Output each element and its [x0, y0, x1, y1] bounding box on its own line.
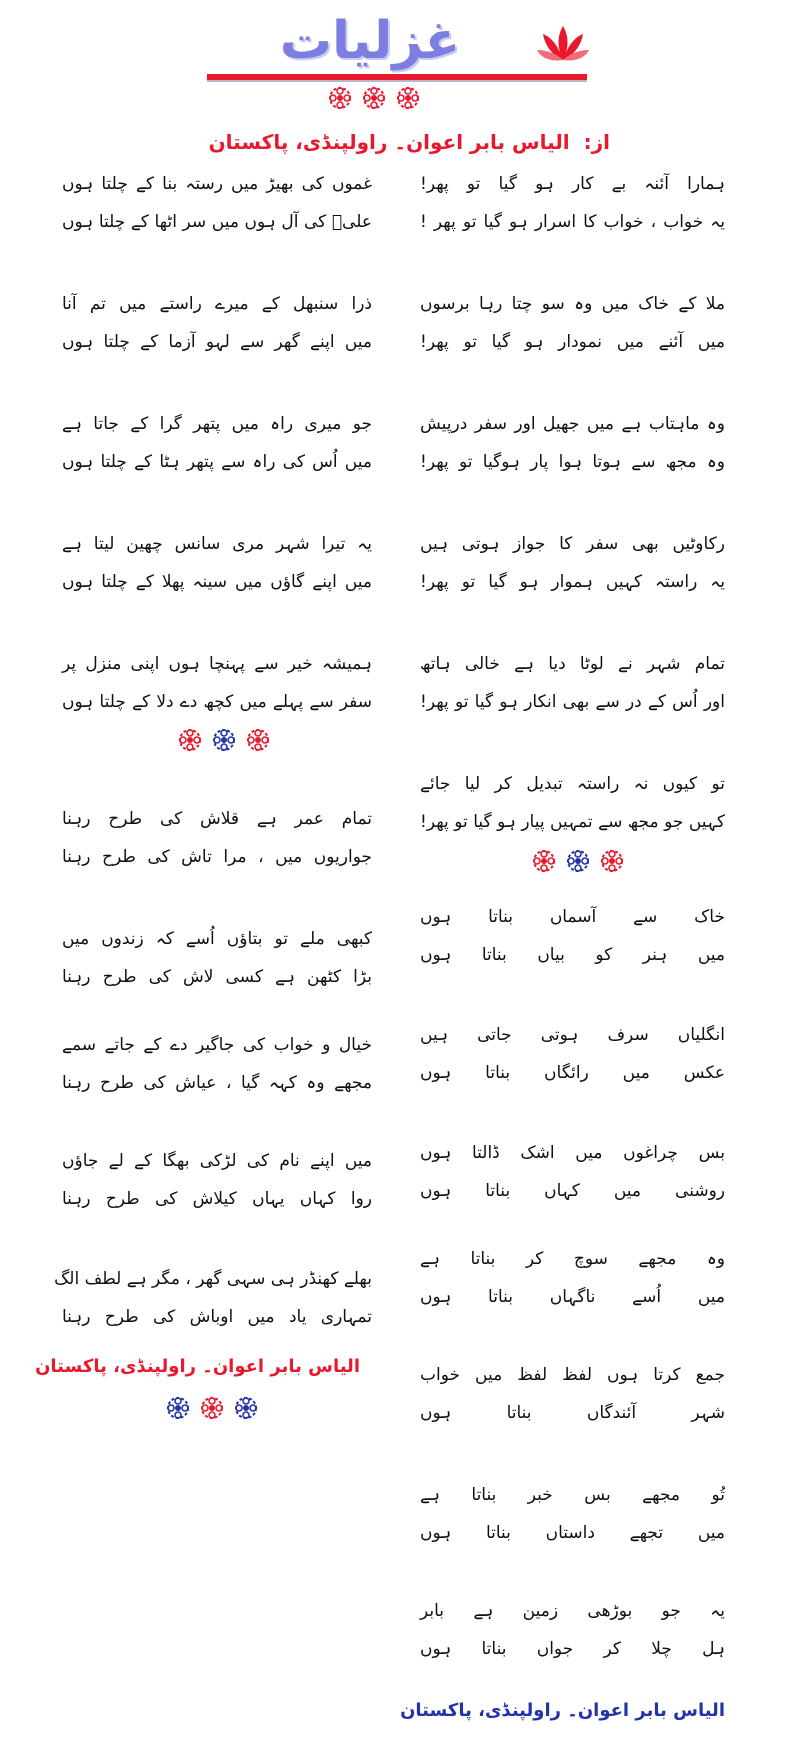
title-banner: [205, 8, 595, 84]
verse-line: [420, 1134, 725, 1172]
couplet: [420, 898, 725, 974]
verse-word: اشک: [520, 1143, 555, 1163]
verse-word: ہے: [420, 1249, 440, 1269]
verse-word: بس: [584, 1485, 611, 1505]
verse-word: کو: [595, 945, 613, 965]
verse-line: [420, 1172, 725, 1210]
verse-word: بوڑھی: [587, 1601, 633, 1621]
verse-line: روا کہاں یہاں کیلاش کی طرح رہنا: [62, 1189, 372, 1209]
verse-word: ناگہاں: [549, 1287, 596, 1307]
verse-word: کرتا: [653, 1365, 681, 1385]
verse-word: خبر: [527, 1485, 553, 1505]
verse-line: تمام عمر ہے قلاش کی طرح رہنا: [62, 809, 372, 829]
verse-word: میں: [475, 1365, 503, 1385]
verse-line: میں اپنے نام کی لڑکی بھگا کے لے جاؤں: [62, 1151, 372, 1171]
verse-line: ہمیشہ خیر سے پہنچا ہوں اپنی منزل پر: [62, 654, 372, 674]
couplet: [62, 165, 372, 241]
couplet: [420, 285, 725, 361]
verse-line: [420, 1054, 725, 1092]
verse-word: بناتا: [471, 1485, 497, 1505]
verse-line: ہمارا آئنہ بے کار ہو گیا تو پھر!: [420, 174, 725, 194]
verse-line: اور اُس کے در سے بھی انکار ہو گیا تو پھر!: [420, 692, 725, 712]
byline-name: الیاس بابر اعوان۔ راولپنڈی، پاکستان: [208, 130, 570, 154]
verse-line: جو میری راہ میں پتھر گرا کے جاتا ہے: [62, 414, 372, 434]
verse-word: ہے: [420, 1485, 440, 1505]
verse-line: مجھے وہ کہہ گیا ، عیاش کی طرح رہنا: [62, 1073, 372, 1093]
verse-line: میں آئنے میں نمودار ہو گیا تو پھر!: [420, 332, 725, 352]
verse-word: جمع: [695, 1365, 725, 1385]
verse-word: مجھے: [638, 1249, 677, 1269]
verse-line: خیال و خواب کی جاگیر دے کے جاتے سمے: [62, 1035, 372, 1055]
verse-line: یہ راستہ کہیں ہموار ہو گیا تو پھر!: [420, 572, 725, 592]
flower-icon: [566, 849, 590, 873]
couplet: [420, 525, 725, 601]
verse-word: چراغوں: [623, 1143, 678, 1163]
verse-word: ہوں: [420, 907, 452, 927]
verse-line: [420, 1514, 725, 1552]
verse-line: بھلے کھنڈر ہی سہی گھر ، مگر ہے لطف الگ: [54, 1269, 372, 1289]
verse-word: آئندگاں: [586, 1403, 637, 1423]
verse-line: میں اپنے گاؤں میں سینہ پھلا کے چلتا ہوں: [62, 572, 372, 592]
verse-word: لفظ: [517, 1365, 548, 1385]
couplet: [62, 645, 372, 721]
verse-word: میں: [622, 1063, 650, 1083]
verse-word: رائگاں: [544, 1063, 589, 1083]
verse-line: ذرا سنبھل کے میرے راستے میں تم آنا: [62, 294, 372, 314]
verse-line: جواریوں میں ، مرا تاش کی طرح رہنا: [62, 847, 372, 867]
verse-word: بناتا: [488, 1287, 513, 1307]
verse-line: تو کیوں نہ راستہ تبدیل کر لیا جائے: [420, 774, 725, 794]
verse-word: سے: [633, 907, 658, 927]
verse-word: سرف: [607, 1025, 649, 1045]
couplet: [420, 765, 725, 841]
verse-word: بس: [698, 1143, 725, 1163]
verse-word: ہوں: [420, 945, 452, 965]
verse-word: خاک: [694, 907, 725, 927]
couplet: [420, 1016, 725, 1092]
couplet: [62, 800, 372, 876]
left-ornaments: [178, 728, 270, 752]
couplet: [420, 165, 725, 241]
lotus-icon: [535, 22, 591, 68]
verse-line: [420, 1356, 725, 1394]
verse-line: تمہاری یاد میں اوباش کی طرح رہنا: [62, 1307, 372, 1327]
author-signature-left: الیاس بابر اعوان۔ راولپنڈی، پاکستان: [35, 1356, 360, 1377]
verse-word: داستاں: [545, 1523, 595, 1543]
verse-word: چلا: [651, 1639, 672, 1659]
verse-word: ہوں: [420, 1523, 452, 1543]
verse-word: خواب: [420, 1365, 461, 1385]
verse-word: کر: [525, 1249, 544, 1269]
flower-icon: [362, 86, 386, 110]
verse-word: ہے: [473, 1601, 494, 1621]
verse-word: بناتا: [470, 1249, 496, 1269]
verse-word: بیاں: [537, 945, 565, 965]
right-ornaments: [532, 849, 624, 873]
verse-word: ہوں: [420, 1181, 452, 1201]
verse-word: مجھے: [642, 1485, 681, 1505]
verse-word: کہاں: [544, 1181, 580, 1201]
flower-icon: [200, 1396, 224, 1420]
verse-word: آسماں: [549, 907, 597, 927]
couplet: [62, 285, 372, 361]
verse-word: بناتا: [485, 1523, 511, 1543]
verse-word: ہیں: [420, 1025, 449, 1045]
verse-word: اُسے: [632, 1287, 662, 1307]
header-ornaments: [328, 86, 420, 110]
page-title: غزلیات: [279, 11, 461, 71]
verse-line: رکاوٹیں بھی سفر کا جواز ہوتی ہیں: [420, 534, 725, 554]
verse-word: میں: [613, 1181, 642, 1201]
verse-line: ملا کے خاک میں وہ سو چتا رہا برسوں: [420, 294, 725, 314]
flower-icon: [234, 1396, 258, 1420]
verse-word: ہوں: [420, 1143, 452, 1163]
couplet: [62, 920, 372, 996]
verse-line: میں اُس کی راہ سے پتھر ہٹا کے چلتا ہوں: [62, 452, 372, 472]
verse-line: [420, 1394, 725, 1432]
verse-line: [420, 1592, 725, 1630]
verse-word: ہوں: [420, 1063, 452, 1083]
verse-word: ہوں: [420, 1639, 452, 1659]
verse-line: یہ خواب ، خواب کا اسرار ہو گیا تو پھر !: [420, 212, 725, 232]
couplet: [420, 405, 725, 481]
flower-icon: [246, 728, 270, 752]
flower-icon: [532, 849, 556, 873]
title-underline: [207, 74, 587, 82]
verse-line: کبھی ملے تو بتاؤں اُسے کہ زندوں میں: [62, 929, 372, 949]
flower-icon: [166, 1396, 190, 1420]
author-byline: [208, 130, 610, 154]
verse-word: ہوں: [420, 1287, 452, 1307]
verse-word: عکس: [683, 1063, 725, 1083]
verse-word: میں: [575, 1143, 603, 1163]
verse-word: تُو: [711, 1485, 725, 1505]
verse-word: جواں: [536, 1639, 574, 1659]
verse-line: [420, 1278, 725, 1316]
verse-word: یہ: [710, 1601, 725, 1621]
verse-line: غموں کی بھیڑ میں رستہ بنا کے چلتا ہوں: [62, 174, 372, 194]
flower-icon: [178, 728, 202, 752]
verse-line: یہ تیرا شہر مری سانس چھین لیتا ہے: [62, 534, 372, 554]
verse-line: [420, 1476, 725, 1514]
verse-word: ہل: [702, 1639, 725, 1659]
verse-line: [420, 1016, 725, 1054]
flower-icon: [396, 86, 420, 110]
verse-word: بناتا: [488, 907, 514, 927]
verse-word: شہر: [691, 1403, 725, 1423]
couplet: [54, 1260, 372, 1336]
page-header: [0, 0, 793, 160]
verse-word: وہ: [706, 1249, 725, 1269]
verse-word: زمین: [522, 1601, 559, 1621]
verse-word: بناتا: [485, 1063, 511, 1083]
verse-word: ہوتی: [540, 1025, 579, 1045]
couplet: [62, 525, 372, 601]
couplet: [420, 1134, 725, 1210]
verse-word: ہنر: [642, 945, 668, 965]
verse-line: [420, 936, 725, 974]
verse-word: ہوں: [607, 1365, 639, 1385]
verse-line: کہیں جو مجھ سے تمہیں پیار ہو گیا تو پھر!: [420, 812, 725, 832]
verse-word: بناتا: [481, 945, 507, 965]
flower-icon: [212, 728, 236, 752]
flower-icon: [328, 86, 352, 110]
couplet: [420, 1476, 725, 1552]
verse-line: وہ مجھ سے ہوتا ہوا پار ہوگیا تو پھر!: [420, 452, 725, 472]
verse-word: بناتا: [481, 1639, 507, 1659]
verse-word: بابر: [420, 1601, 445, 1621]
couplet: [420, 1240, 725, 1316]
verse-word: میں: [697, 1523, 725, 1543]
verse-line: [420, 1240, 725, 1278]
verse-word: جو: [661, 1601, 681, 1621]
verse-line: بڑا کٹھن ہے کسی لاش کی طرح رہنا: [62, 967, 372, 987]
couplet: [62, 405, 372, 481]
couplet: [420, 1356, 725, 1432]
verse-word: جاتی: [477, 1025, 512, 1045]
verse-word: بناتا: [506, 1403, 532, 1423]
verse-word: روشنی: [675, 1181, 725, 1201]
verse-line: علیؑ کی آل ہوں میں سر اٹھا کے چلتا ہوں: [62, 212, 372, 232]
verse-word: ہوں: [420, 1403, 452, 1423]
verse-word: انگلیاں: [677, 1025, 725, 1045]
verse-word: میں: [697, 1287, 725, 1307]
verse-line: سفر سے پہلے میں کچھ دے دلا کے چلتا ہوں: [62, 692, 372, 712]
byline-prefix: از:: [583, 130, 610, 154]
couplet: [62, 1142, 372, 1218]
signature-ornaments: [166, 1396, 258, 1420]
verse-word: بناتا: [485, 1181, 511, 1201]
verse-line: [420, 898, 725, 936]
author-signature-bottom: الیاس بابر اعوان۔ راولپنڈی، پاکستان: [400, 1700, 725, 1721]
verse-word: کر: [603, 1639, 621, 1659]
verse-word: ڈالتا: [471, 1143, 500, 1163]
couplet: [420, 1592, 725, 1668]
verse-line: میں اپنے گھر سے لہو آزما کے چلتا ہوں: [62, 332, 372, 352]
couplet: [62, 1026, 372, 1102]
verse-word: لفظ: [562, 1365, 593, 1385]
flower-icon: [600, 849, 624, 873]
verse-line: وہ ماہتاب ہے میں جھیل اور سفر درپیش: [420, 414, 725, 434]
verse-line: تمام شہر نے لوٹا دیا ہے خالی ہاتھ: [420, 654, 725, 674]
verse-word: سوچ: [573, 1249, 608, 1269]
verse-word: تجھے: [629, 1523, 664, 1543]
verse-word: میں: [697, 945, 725, 965]
couplet: [420, 645, 725, 721]
verse-line: [420, 1630, 725, 1668]
